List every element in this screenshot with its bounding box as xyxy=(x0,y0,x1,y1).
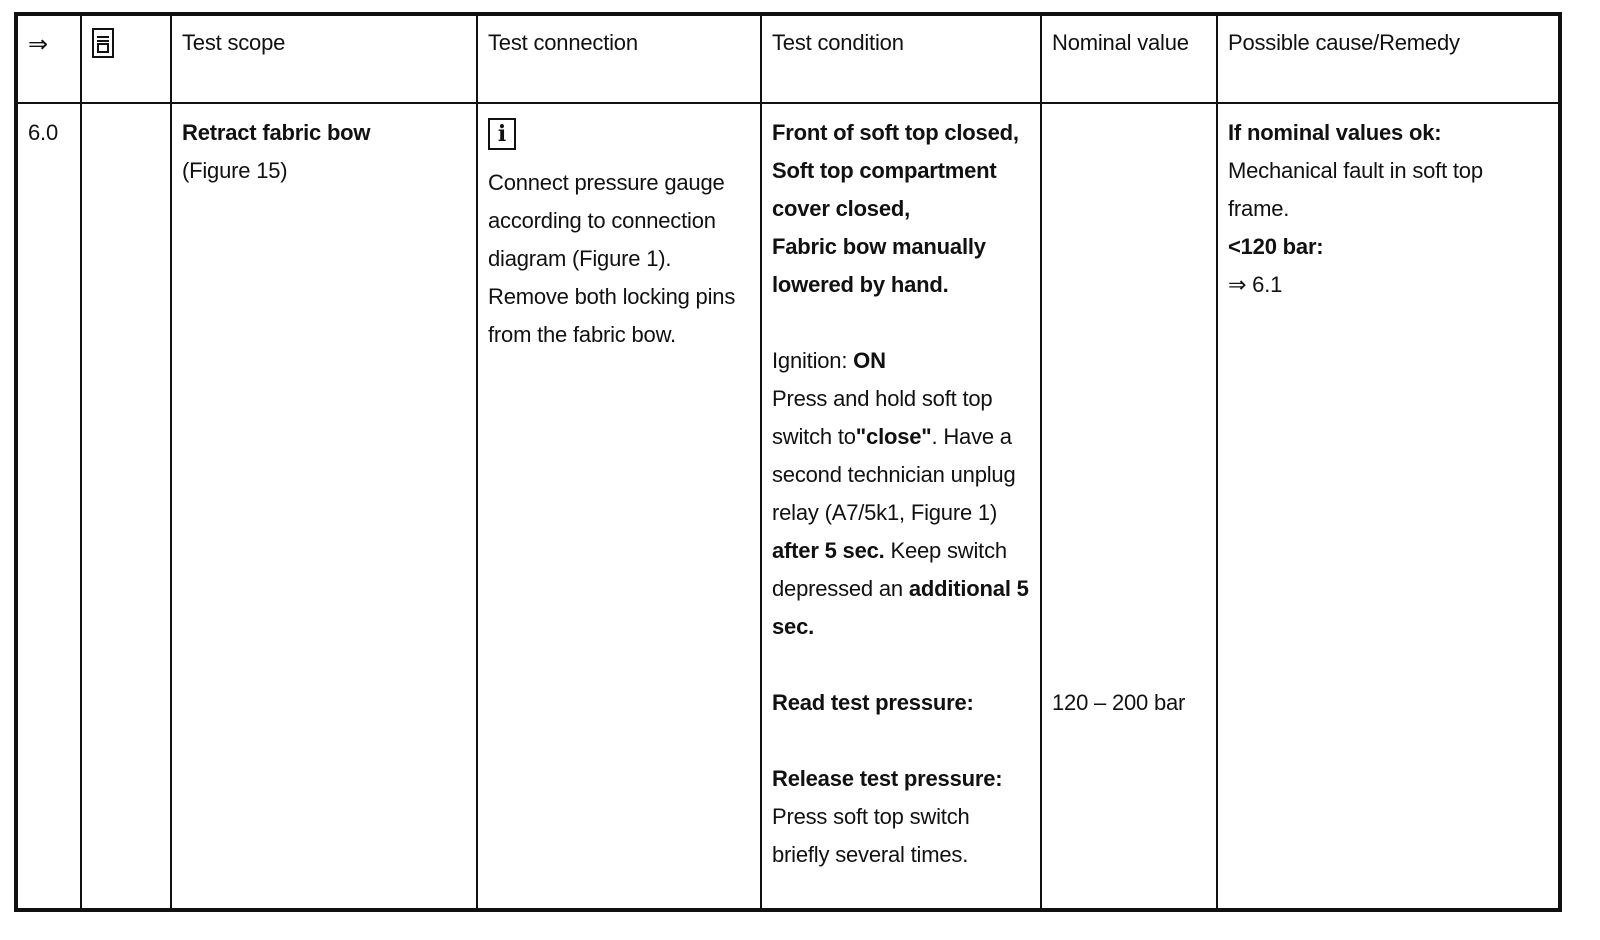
instruction-line xyxy=(772,570,1030,608)
scope-title: Retract fabric bow xyxy=(182,120,371,145)
test-table-sheet xyxy=(14,12,1562,912)
table-header-row xyxy=(17,15,1559,103)
remedy-link[interactable] xyxy=(1228,266,1548,304)
header-test-scope: Test scope xyxy=(171,15,477,103)
step-number: 6.0 xyxy=(17,103,81,909)
connection-line: Remove both locking pins xyxy=(488,284,736,309)
release-pressure-label: Release test pressure: xyxy=(772,766,1003,791)
connection-line: diagram (Figure 1). xyxy=(488,246,672,271)
header-icon-cell xyxy=(81,15,171,103)
test-condition-cell xyxy=(761,103,1041,909)
test-scope-cell xyxy=(171,103,477,909)
remedy-cell xyxy=(1217,103,1559,909)
remedy-line: frame. xyxy=(1228,196,1290,221)
ignition-value: ON xyxy=(853,348,886,373)
ignition-line xyxy=(772,342,1030,380)
nominal-value-cell xyxy=(1041,103,1217,909)
scope-figure-ref: (Figure 15) xyxy=(182,158,288,183)
remedy-target: 6.1 xyxy=(1252,272,1283,297)
service-manual-icon xyxy=(92,28,114,58)
connection-line: Connect pressure gauge xyxy=(488,170,725,195)
release-line: Press soft top switch xyxy=(772,804,970,829)
instruction-line: relay (A7/5k1, Figure 1) xyxy=(772,500,998,525)
test-connection-cell xyxy=(477,103,761,909)
instruction-emphasis: "close" xyxy=(855,424,932,449)
condition-line: cover closed, xyxy=(772,196,911,221)
instruction-line: sec. xyxy=(772,614,815,639)
condition-line: Front of soft top closed, xyxy=(772,120,1019,145)
instruction-line xyxy=(772,418,1030,456)
header-test-connection: Test connection xyxy=(477,15,761,103)
instruction-line xyxy=(772,532,1030,570)
instruction-line: second technician unplug xyxy=(772,462,1016,487)
instruction-emphasis: after 5 sec. xyxy=(772,538,885,563)
instruction-text: switch to xyxy=(772,424,856,449)
condition-line: lowered by hand. xyxy=(772,272,949,297)
instruction-text: Keep switch xyxy=(884,538,1007,563)
instruction-text: depressed an xyxy=(772,576,909,601)
remedy-ok-label: If nominal values ok: xyxy=(1228,120,1442,145)
instruction-emphasis: additional 5 xyxy=(908,576,1029,601)
info-icon: i xyxy=(488,118,516,150)
condition-line: Fabric bow manually xyxy=(772,234,986,259)
header-nominal-value: Nominal value xyxy=(1041,15,1217,103)
remedy-line: Mechanical fault in soft top xyxy=(1228,158,1483,183)
icon-column-cell xyxy=(81,103,171,909)
nominal-value: 120 – 200 bar xyxy=(1052,690,1186,715)
arrow-icon: ⇒ xyxy=(28,31,48,58)
ignition-label: Ignition: xyxy=(772,348,854,373)
condition-line: Soft top compartment xyxy=(772,158,997,183)
instruction-text: . Have a xyxy=(931,424,1012,449)
test-procedure-table xyxy=(16,14,1560,910)
header-possible-cause: Possible cause/Remedy xyxy=(1217,15,1559,103)
connection-line: according to connection xyxy=(488,208,716,233)
remedy-low-label: <120 bar: xyxy=(1228,234,1324,259)
header-arrow-cell xyxy=(17,15,81,103)
connection-line: from the fabric bow. xyxy=(488,322,676,347)
instruction-line: Press and hold soft top xyxy=(772,386,993,411)
release-line: briefly several times. xyxy=(772,842,969,867)
arrow-icon: ⇒ xyxy=(1228,272,1247,297)
header-test-condition: Test condition xyxy=(761,15,1041,103)
table-row xyxy=(17,103,1559,909)
read-pressure-label: Read test pressure: xyxy=(772,690,974,715)
